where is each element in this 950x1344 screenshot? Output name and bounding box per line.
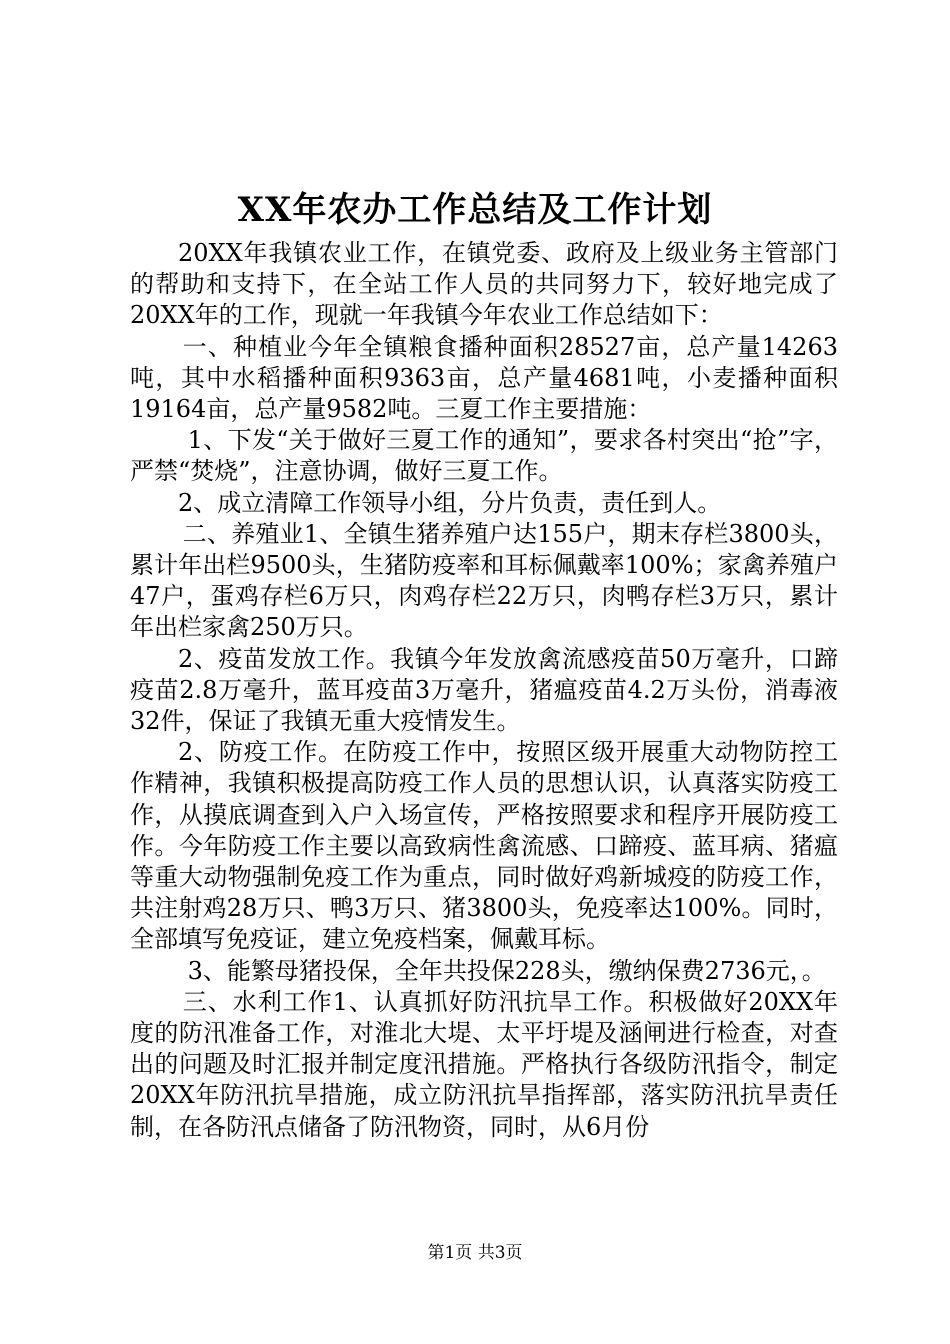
paragraph-vaccine: 2、疫苗发放工作。我镇今年发放禽流感疫苗50万毫升，口蹄疫苗2.8万毫升，蓝耳疫苗3万毫升，猪瘟疫苗4.2万头份，消毒液32件，保证了我镇无重大疫情发生。 bbox=[130, 644, 838, 736]
document-body bbox=[130, 238, 838, 1143]
paragraph-intro: 20XX年我镇农业工作，在镇党委、政府及上级业务主管部门的帮助和支持下，在全站工作人员的共同努力下，较好地完成了20XX年的工作，现就一年我镇今年农业工作总结如下： bbox=[130, 239, 838, 330]
paragraph-livestock: 二、养殖业1、全镇生猪养殖户达155户，期末存栏3800头，累计年出栏9500头，生猪防疫率和耳标佩戴率100%；家禽养殖户47户，蛋鸡存栏6万只，肉鸡存栏22万只，肉鸭存栏3万只，累计年出栏家禽250万只。 bbox=[130, 519, 838, 642]
paragraph-sow-insurance: 3、能繁母猪投保，全年共投保228头，缴纳保费2736元，。 bbox=[187, 956, 826, 985]
paragraph-epidemic-prevention: 2、防疫工作。在防疫工作中，按照区级开展重大动物防控工作精神，我镇积极提高防疫工作人员的思想认识，认真落实防疫工作，从摸底调查到入户入场宣传，严格按照要求和程序开展防疫工作。今年防疫工作主要以高致病性禽流感、口蹄疫、蓝耳病、猪瘟等重大动物强制免疫工作为重点，同时做好鸡新城疫的防疫工作，共注射鸡28万只、鸭3万只、猪3800头，免疫率达100%。同时，全部填写免疫证，建立免疫档案，佩戴耳标。 bbox=[130, 738, 838, 954]
document-title: XX年农办工作总结及工作计划 bbox=[237, 190, 713, 230]
paragraph-summer-notice: 1、下发“关于做好三夏工作的通知”，要求各村突出“抢”字，严禁“焚烧”，注意协调，做好三夏工作。 bbox=[130, 426, 838, 486]
paragraph-water-conservancy: 三、水利工作1、认真抓好防汛抗旱工作。积极做好20XX年度的防汛准备工作，对淮北大堤、太平圩堤及涵闸进行检查，对查出的问题及时汇报并制定度汛措施。严格执行各级防汛指令，制定20XX年防汛抗旱措施，成立防汛抗旱指挥部，落实防汛抗旱责任制，在各防汛点储备了防汛物资，同时，从6月份 bbox=[130, 987, 838, 1141]
paragraph-planting: 一、种植业今年全镇粮食播种面积28527亩，总产量14263吨，其中水稻播种面积9363亩，总产量4681吨，小麦播种面积19164亩，总产量9582吨。三夏工作主要措施： bbox=[130, 332, 838, 424]
page-number-footer: 第1页 共3页 bbox=[427, 1243, 523, 1263]
paragraph-clearance-group: 2、成立清障工作领导小组，分片负责，责任到人。 bbox=[178, 488, 722, 517]
